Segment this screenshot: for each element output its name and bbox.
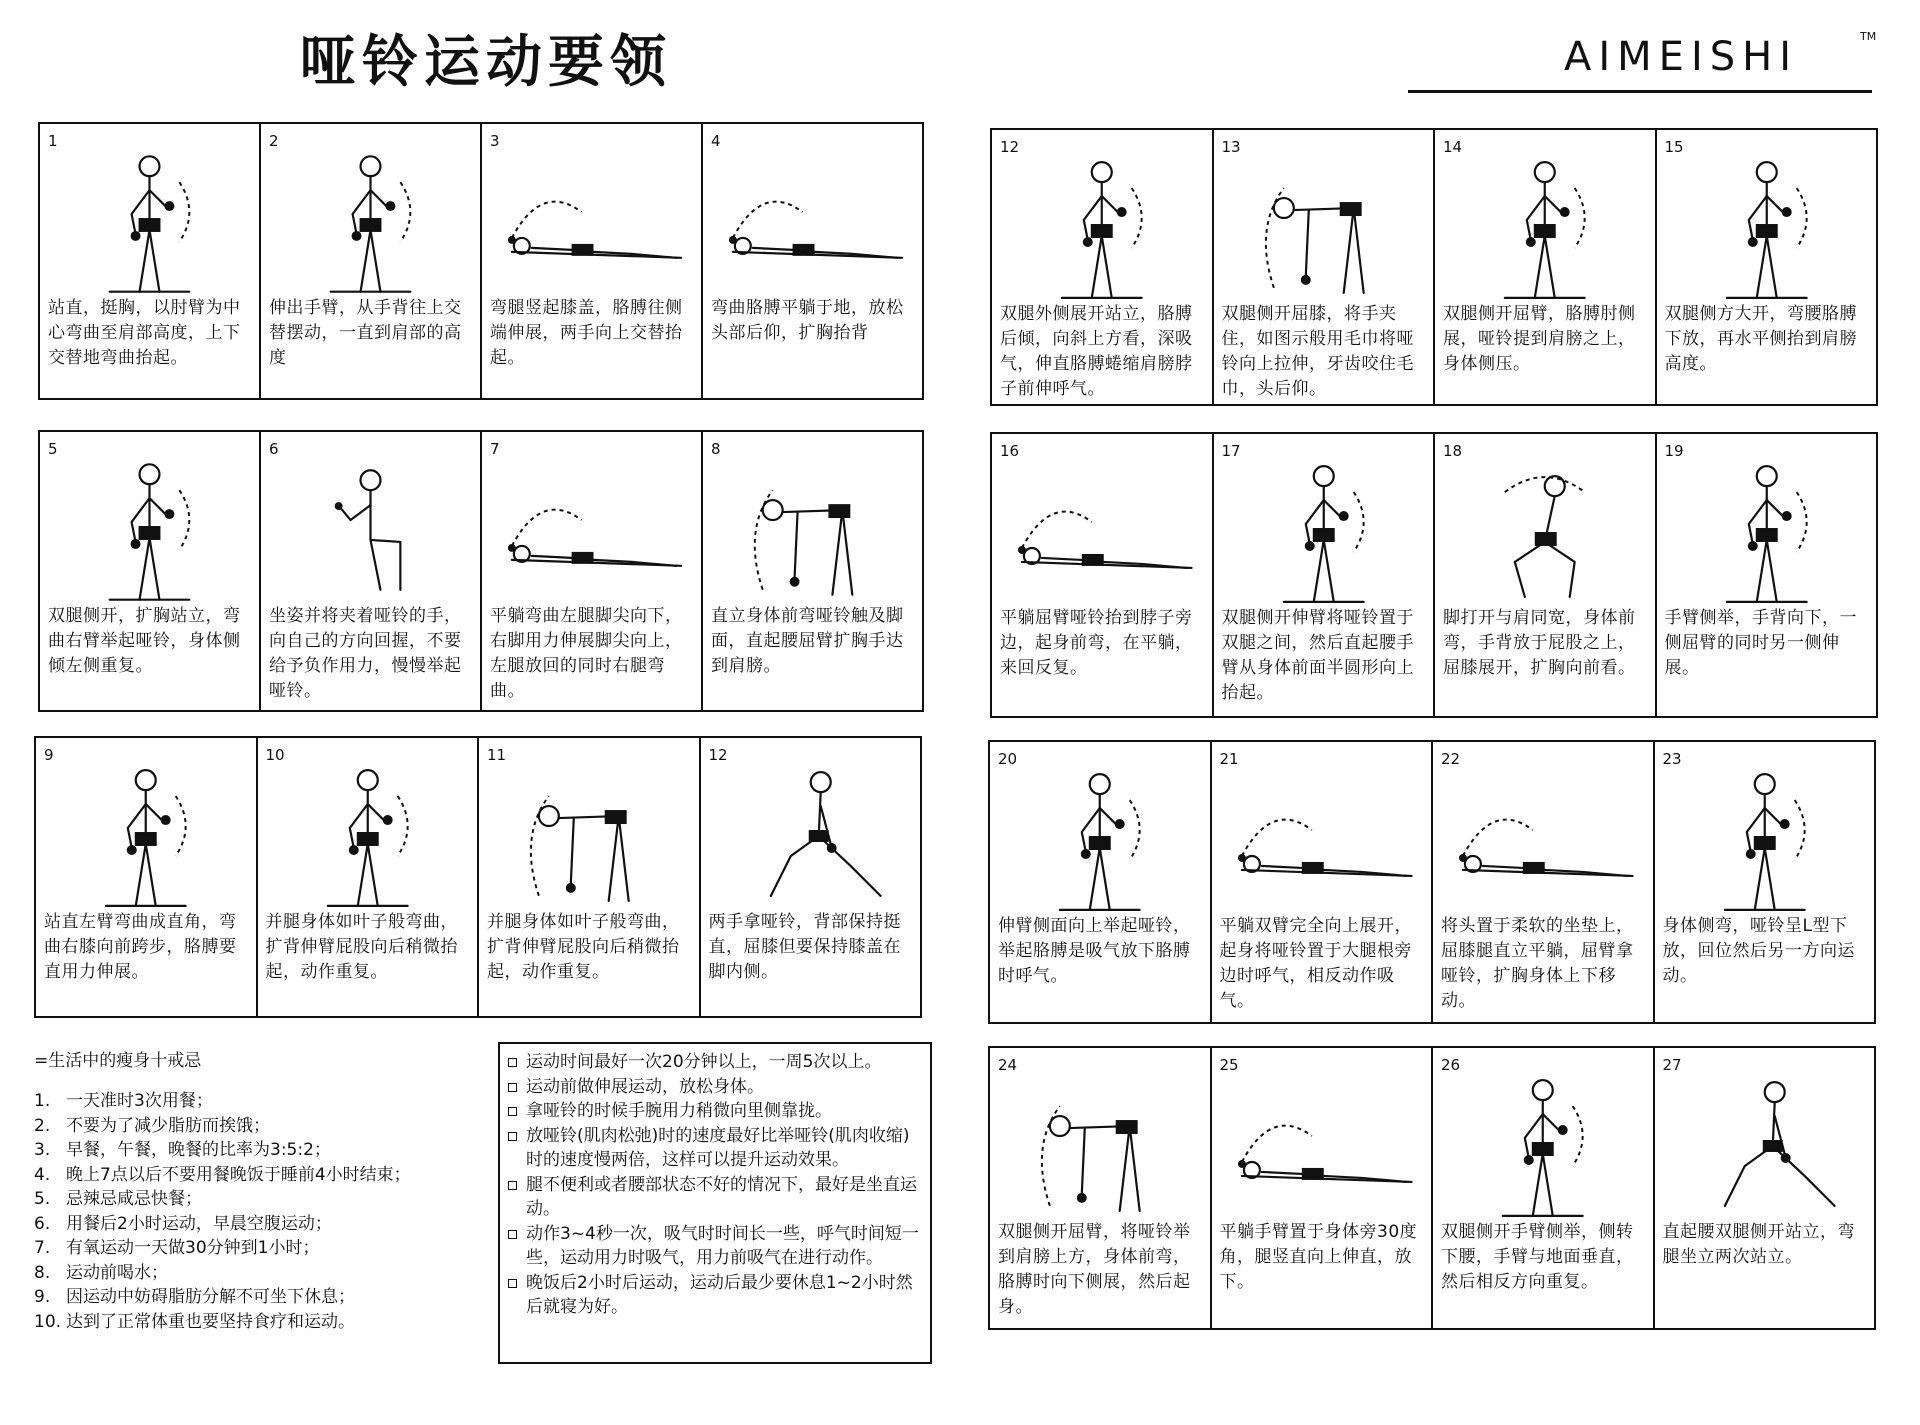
exercise-description: 双腿侧开屈臂，胳膊肘侧展，哑铃提到肩膀之上，身体侧压。 xyxy=(1443,304,1636,374)
exercise-number: 25 xyxy=(1219,1056,1239,1074)
exercise-number: 8 xyxy=(711,440,721,458)
exercise-illustration xyxy=(703,142,922,304)
exercise-illustration xyxy=(1214,452,1434,614)
exercise-cell xyxy=(259,432,480,710)
exercise-illustration xyxy=(1214,148,1434,310)
exercise-description: 弯腿竖起膝盖，胳膊往侧端伸展，两手向上交替抬起。 xyxy=(490,298,683,368)
exercise-description: 伸出手臂，从手背往上交替摆动，一直到肩部的高度 xyxy=(269,298,462,368)
exercise-number: 23 xyxy=(1662,750,1682,768)
exercise-illustration xyxy=(701,756,921,918)
exercise-description: 双腿侧开伸臂将哑铃置于双腿之间，然后直起腰手臂从身体前面半圆形向上抬起。 xyxy=(1221,608,1414,703)
exercise-illustration xyxy=(992,148,1212,310)
exercise-cell xyxy=(1655,130,1877,404)
exercise-number: 21 xyxy=(1219,750,1239,768)
exercise-description: 平躺屈臂哑铃抬到脖子旁边，起身前弯，在平躺，来回反复。 xyxy=(1000,608,1193,678)
exercise-description: 坐姿并将夹着哑铃的手，向自己的方向回握，不要给予负作用力，慢慢举起哑铃。 xyxy=(269,606,462,701)
exercise-cell xyxy=(40,124,259,398)
exercise-number: 22 xyxy=(1441,750,1461,768)
exercise-number: 16 xyxy=(1000,442,1020,460)
list-item: 4. 晚上7点以后不要用餐晚饭于睡前4小时结束； xyxy=(34,1164,411,1185)
exercise-number: 17 xyxy=(1221,442,1241,460)
list-item: 10. 达到了正常体重也要坚持食疗和运动。 xyxy=(34,1311,355,1332)
note-item: 放哑铃(肌肉松弛)时的速度最好比举哑铃(肌肉收缩)时的速度慢两倍，这样可以提升运动效果。 xyxy=(508,1124,924,1173)
exercise-illustration xyxy=(1212,1066,1432,1228)
exercise-number: 18 xyxy=(1443,442,1463,460)
exercise-cell xyxy=(480,124,701,398)
exercise-illustration xyxy=(40,142,259,304)
exercise-cell xyxy=(477,738,699,1016)
brand-logo xyxy=(1408,28,1877,93)
page-title: 哑铃运动要领 xyxy=(300,30,672,95)
exercise-illustration xyxy=(479,756,699,918)
exercise-description: 双腿侧开，扩胸站立，弯曲右臂举起哑铃，身体侧倾左侧重复。 xyxy=(48,606,241,676)
exercise-illustration xyxy=(261,450,480,612)
exercise-cell xyxy=(259,124,480,398)
exercise-number: 1 xyxy=(48,132,58,150)
exercise-description: 将头置于柔软的坐垫上，屈膝腿直立平躺，屈臂拿哑铃，扩胸身体上下移动。 xyxy=(1441,916,1634,1011)
exercise-illustration xyxy=(482,142,701,304)
exercise-cell xyxy=(701,124,922,398)
exercise-number: 11 xyxy=(487,746,507,764)
exercise-number: 5 xyxy=(48,440,58,458)
exercise-illustration xyxy=(1433,760,1653,922)
exercise-illustration xyxy=(1212,760,1432,922)
exercise-cell xyxy=(40,432,259,710)
exercise-description: 身体侧弯，哑铃呈L型下放，回位然后另一方向运动。 xyxy=(1662,916,1855,986)
note-item: 拿哑铃的时候手腕用力稍微向里侧靠拢。 xyxy=(508,1099,924,1124)
exercise-cell xyxy=(36,738,256,1016)
exercise-number: 10 xyxy=(265,746,285,764)
exercise-row-6 xyxy=(988,740,1876,1024)
exercise-number: 3 xyxy=(490,132,500,150)
exercise-number: 14 xyxy=(1443,138,1463,156)
exercise-number: 20 xyxy=(998,750,1018,768)
exercise-description: 伸臂侧面向上举起哑铃，举起胳膊是吸气放下胳膊时呼气。 xyxy=(998,916,1191,986)
note-item: 动作3~4秒一次，吸气时时间长一些，呼气时间短一些，运动用力时吸气，用力前吸气在进行动作。 xyxy=(508,1222,924,1271)
exercise-cell xyxy=(1653,742,1875,1022)
list-item: 1. 一天准时3次用餐； xyxy=(34,1091,213,1111)
exercise-row-2 xyxy=(38,430,924,712)
exercise-cell xyxy=(256,738,478,1016)
exercise-cell xyxy=(1212,434,1434,716)
exercise-number: 6 xyxy=(269,440,279,458)
list-item: 6. 用餐后2小时运动，早晨空腹运动； xyxy=(34,1213,332,1234)
exercise-description: 直立身体前弯哑铃触及脚面，直起腰屈臂扩胸手达到肩膀。 xyxy=(711,606,904,676)
exercise-illustration xyxy=(1433,1066,1653,1228)
exercise-illustration xyxy=(990,760,1210,922)
exercise-description: 并腿身体如叶子般弯曲，扩背伸臂屁股向后稍微抬起，动作重复。 xyxy=(487,912,680,982)
exercise-description: 平躺弯曲左腿脚尖向下，右脚用力伸展脚尖向上，左腿放回的同时右腿弯曲。 xyxy=(490,606,683,701)
exercise-cell xyxy=(990,1048,1210,1328)
exercise-description: 站直，挺胸，以肘臂为中心弯曲至肩部高度，上下交替地弯曲抬起。 xyxy=(48,298,241,368)
exercise-cell xyxy=(1653,1048,1875,1328)
exercise-illustration xyxy=(1655,760,1875,922)
exercise-illustration xyxy=(703,450,922,612)
exercise-description: 两手拿哑铃，背部保持挺直，屈膝但要保持膝盖在脚内侧。 xyxy=(708,912,901,982)
exercise-cell xyxy=(990,742,1210,1022)
exercise-description: 平躺双臂完全向上展开，起身将哑铃置于大腿根旁边时呼气，相反动作吸气。 xyxy=(1219,916,1412,1011)
exercise-number: 27 xyxy=(1662,1056,1682,1074)
brand-name: AIMEISHI xyxy=(1564,34,1799,80)
exercise-description: 并腿身体如叶子般弯曲，扩背伸臂屁股向后稍微抬起，动作重复。 xyxy=(265,912,458,982)
exercise-illustration xyxy=(1657,148,1877,310)
exercise-cell xyxy=(699,738,921,1016)
exercise-illustration xyxy=(1435,452,1655,614)
exercise-illustration xyxy=(36,756,256,918)
exercise-number: 12 xyxy=(1000,138,1020,156)
list-item: 2. 不要为了减少脂肪而挨饿； xyxy=(34,1115,270,1136)
exercise-illustration xyxy=(482,450,701,612)
exercise-cell xyxy=(1212,130,1434,404)
notes-list xyxy=(508,1050,924,1320)
exercise-row-7 xyxy=(988,1046,1876,1330)
exercise-illustration xyxy=(261,142,480,304)
exercise-cell xyxy=(1431,1048,1653,1328)
exercise-description: 双腿侧开屈膝，将手夹住，如图示般用毛巾将哑铃向上拉伸，牙齿咬住毛巾，头后仰。 xyxy=(1221,304,1414,399)
exercise-illustration xyxy=(990,1066,1210,1228)
exercise-row-1 xyxy=(38,122,924,400)
exercise-cell xyxy=(1210,1048,1432,1328)
exercise-cell xyxy=(1431,742,1653,1022)
exercise-number: 9 xyxy=(44,746,54,764)
exercise-illustration xyxy=(1435,148,1655,310)
exercise-description: 手臂侧举，手背向下，一侧屈臂的同时另一侧伸展。 xyxy=(1664,608,1857,678)
exercise-cell xyxy=(1433,434,1655,716)
exercise-description: 双腿侧开屈臂，将哑铃举到肩膀上方，身体前弯，胳膊时向下侧展，然后起身。 xyxy=(998,1222,1191,1317)
exercise-number: 19 xyxy=(1664,442,1684,460)
note-item: 运动前做伸展运动，放松身体。 xyxy=(508,1075,924,1100)
list-item: 7. 有氧运动一天做30分钟到1小时； xyxy=(34,1238,320,1258)
exercise-number: 12 xyxy=(708,746,728,764)
exercise-description: 平躺手臂置于身体旁30度角，腿竖直向上伸直，放下。 xyxy=(1219,1222,1418,1292)
note-item: 晚饭后2小时后运动，运动后最少要休息1~2小时然后就寝为好。 xyxy=(508,1271,924,1320)
exercise-description: 直起腰双腿侧开站立，弯腿坐立两次站立。 xyxy=(1662,1222,1855,1267)
exercise-row-5 xyxy=(990,432,1878,718)
notes-box xyxy=(498,1042,932,1364)
exercise-description: 双腿侧开手臂侧举，侧转下腰，手臂与地面垂直，然后相反方向重复。 xyxy=(1441,1222,1634,1292)
exercise-illustration xyxy=(1657,452,1877,614)
exercise-number: 15 xyxy=(1664,138,1684,156)
list-item: 8. 运动前喝水； xyxy=(34,1262,168,1283)
exercise-description: 站直左臂弯曲成直角，弯曲右膝向前跨步，胳膊要直用力伸展。 xyxy=(44,912,237,982)
exercise-illustration xyxy=(992,452,1212,614)
exercise-illustration xyxy=(40,450,259,612)
exercise-number: 7 xyxy=(490,440,500,458)
exercise-illustration xyxy=(258,756,478,918)
tips-title: =生活中的瘦身十戒忌 xyxy=(34,1051,202,1071)
exercise-cell xyxy=(992,130,1212,404)
tips-section xyxy=(34,1046,474,1334)
exercise-description: 双腿外侧展开站立，胳膊后倾，向斜上方看，深吸气，伸直胳膊蜷缩肩膀脖子前伸呼气。 xyxy=(1000,304,1193,399)
note-item: 腿不便利或者腰部状态不好的情况下，最好是坐直运动。 xyxy=(508,1173,924,1222)
exercise-cell xyxy=(1433,130,1655,404)
exercise-cell xyxy=(1655,434,1877,716)
exercise-row-3 xyxy=(34,736,922,1018)
exercise-description: 双腿侧方大开，弯腰胳膊下放，再水平侧抬到肩膀高度。 xyxy=(1664,304,1857,374)
exercise-description: 脚打开与肩同宽，身体前弯，手背放于屁股之上，屈膝展开，扩胸向前看。 xyxy=(1443,608,1636,678)
exercise-cell xyxy=(480,432,701,710)
list-item: 9. 因运动中妨碍脂肪分解不可坐下休息； xyxy=(34,1287,355,1307)
exercise-description: 弯曲胳膊平躺于地，放松头部后仰，扩胸抬背 xyxy=(711,298,904,343)
exercise-cell xyxy=(992,434,1212,716)
trademark-mark: TM xyxy=(1860,30,1877,43)
exercise-cell xyxy=(701,432,922,710)
note-item: 运动时间最好一次20分钟以上，一周5次以上。 xyxy=(508,1050,924,1075)
exercise-number: 13 xyxy=(1221,138,1241,156)
exercise-number: 2 xyxy=(269,132,279,150)
exercise-cell xyxy=(1210,742,1432,1022)
list-item: 5. 忌辣忌咸忌快餐； xyxy=(34,1189,202,1209)
list-item: 3. 早餐，午餐，晚餐的比率为3:5:2； xyxy=(34,1140,331,1160)
tips-list xyxy=(34,1089,474,1334)
exercise-row-4 xyxy=(990,128,1878,406)
exercise-number: 24 xyxy=(998,1056,1018,1074)
exercise-number: 26 xyxy=(1441,1056,1461,1074)
exercise-number: 4 xyxy=(711,132,721,150)
exercise-illustration xyxy=(1655,1066,1875,1228)
